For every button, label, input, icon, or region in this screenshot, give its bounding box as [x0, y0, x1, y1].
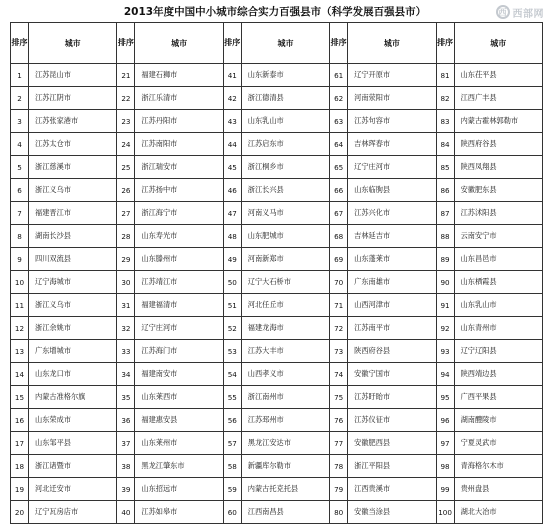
rank-cell: 6: [11, 179, 29, 202]
rank-cell: 3: [11, 110, 29, 133]
table-row: [11, 156, 543, 179]
rank-cell: 22: [117, 87, 135, 110]
table-row: [11, 294, 543, 317]
rank-cell: 33: [117, 340, 135, 363]
city-cell: 辽宁海城市: [29, 271, 117, 294]
city-cell: 陕西府谷县: [454, 133, 542, 156]
city-cell: 云南安宁市: [454, 225, 542, 248]
rank-cell: 29: [117, 248, 135, 271]
rank-cell: 34: [117, 363, 135, 386]
rank-cell: 69: [330, 248, 348, 271]
table-row: [11, 455, 543, 478]
city-cell: 山东寿光市: [135, 225, 223, 248]
rank-cell: 92: [436, 317, 454, 340]
city-cell: 江苏江阴市: [29, 87, 117, 110]
city-header: 城市: [241, 23, 329, 64]
table-row: [11, 248, 543, 271]
city-cell: 江苏太仓市: [29, 133, 117, 156]
city-cell: 江苏丹阳市: [135, 110, 223, 133]
city-cell: 山东肥城市: [241, 225, 329, 248]
city-cell: 河北迁安市: [29, 478, 117, 501]
rank-cell: 60: [223, 501, 241, 524]
city-cell: 福建惠安县: [135, 409, 223, 432]
city-cell: 河南义马市: [241, 202, 329, 225]
rank-cell: 19: [11, 478, 29, 501]
city-cell: 江苏海门市: [135, 340, 223, 363]
city-cell: 山东蓬莱市: [348, 248, 436, 271]
page-title: 2013年度中国中小城市综合实力百强县市（科学发展百强县市）: [123, 6, 427, 18]
city-cell: 广东南雄市: [348, 271, 436, 294]
rank-cell: 88: [436, 225, 454, 248]
rank-cell: 14: [11, 363, 29, 386]
table-row: [11, 363, 543, 386]
city-header: 城市: [29, 23, 117, 64]
city-cell: 山东乳山市: [454, 294, 542, 317]
city-cell: 山东滕州市: [135, 248, 223, 271]
city-cell: 江苏扬中市: [135, 179, 223, 202]
rank-cell: 52: [223, 317, 241, 340]
rank-cell: 46: [223, 179, 241, 202]
rank-cell: 53: [223, 340, 241, 363]
rank-cell: 27: [117, 202, 135, 225]
city-cell: 山西河津市: [348, 294, 436, 317]
city-cell: 江西广丰县: [454, 87, 542, 110]
rank-cell: 65: [330, 156, 348, 179]
city-cell: 浙江乐清市: [135, 87, 223, 110]
rank-cell: 11: [11, 294, 29, 317]
city-cell: 山东莱西市: [135, 386, 223, 409]
rank-cell: 96: [436, 409, 454, 432]
rank-cell: 20: [11, 501, 29, 524]
rank-cell: 68: [330, 225, 348, 248]
rank-cell: 10: [11, 271, 29, 294]
rank-cell: 97: [436, 432, 454, 455]
rank-cell: 30: [117, 271, 135, 294]
table-row: [11, 179, 543, 202]
city-cell: 安徽当涂县: [348, 501, 436, 524]
rank-cell: 16: [11, 409, 29, 432]
city-header: 城市: [348, 23, 436, 64]
rank-cell: 23: [117, 110, 135, 133]
table-row: [11, 340, 543, 363]
rank-cell: 91: [436, 294, 454, 317]
city-cell: 内蒙古霍林郭勒市: [454, 110, 542, 133]
city-cell: 山东龙口市: [29, 363, 117, 386]
rank-cell: 56: [223, 409, 241, 432]
table-row: [11, 501, 543, 524]
rank-cell: 54: [223, 363, 241, 386]
city-cell: 浙江桐乡市: [241, 156, 329, 179]
city-cell: 辽宁大石桥市: [241, 271, 329, 294]
rank-cell: 81: [436, 64, 454, 87]
rank-cell: 39: [117, 478, 135, 501]
rank-cell: 47: [223, 202, 241, 225]
rank-cell: 55: [223, 386, 241, 409]
city-cell: 浙江平阳县: [348, 455, 436, 478]
rank-cell: 57: [223, 432, 241, 455]
city-cell: 江苏邳州市: [241, 409, 329, 432]
rank-cell: 31: [117, 294, 135, 317]
city-cell: 江苏兴化市: [348, 202, 436, 225]
city-cell: 新疆库尔勒市: [241, 455, 329, 478]
city-cell: 浙江义乌市: [29, 179, 117, 202]
table-row: [11, 64, 543, 87]
city-cell: 浙江长兴县: [241, 179, 329, 202]
city-cell: 山东栖霞县: [454, 271, 542, 294]
table-row: [11, 225, 543, 248]
rank-cell: 64: [330, 133, 348, 156]
table-row: [11, 386, 543, 409]
city-cell: 湖南醴陵市: [454, 409, 542, 432]
rank-cell: 70: [330, 271, 348, 294]
city-header: 城市: [135, 23, 223, 64]
city-cell: 广东增城市: [29, 340, 117, 363]
city-cell: 河南新郑市: [241, 248, 329, 271]
city-cell: 黑龙江安达市: [241, 432, 329, 455]
city-cell: 浙江义乌市: [29, 294, 117, 317]
city-cell: 山西孝义市: [241, 363, 329, 386]
city-cell: 湖北大冶市: [454, 501, 542, 524]
city-cell: 山东邹平县: [29, 432, 117, 455]
rank-cell: 93: [436, 340, 454, 363]
watermark-logo-icon: 西: [496, 5, 510, 19]
rank-cell: 49: [223, 248, 241, 271]
table-row: [11, 110, 543, 133]
city-cell: 浙江诸暨市: [29, 455, 117, 478]
city-cell: 江苏大丰市: [241, 340, 329, 363]
table-row: [11, 133, 543, 156]
city-cell: 贵州盘县: [454, 478, 542, 501]
rank-cell: 51: [223, 294, 241, 317]
city-cell: 江西贵溪市: [348, 478, 436, 501]
rank-cell: 67: [330, 202, 348, 225]
rank-cell: 83: [436, 110, 454, 133]
table-row: [11, 432, 543, 455]
rank-cell: 45: [223, 156, 241, 179]
city-cell: 江苏张家港市: [29, 110, 117, 133]
city-cell: 江苏南平市: [348, 317, 436, 340]
rank-cell: 79: [330, 478, 348, 501]
table-body: [11, 64, 543, 524]
table-header-row: [11, 23, 543, 64]
rank-cell: 71: [330, 294, 348, 317]
rank-header: 排序: [223, 23, 241, 64]
city-header: 城市: [454, 23, 542, 64]
rank-cell: 74: [330, 363, 348, 386]
city-cell: 福建石狮市: [135, 64, 223, 87]
table-row: [11, 317, 543, 340]
rank-cell: 100: [436, 501, 454, 524]
rank-header: 排序: [11, 23, 29, 64]
city-cell: 广西平果县: [454, 386, 542, 409]
rank-cell: 78: [330, 455, 348, 478]
rank-cell: 59: [223, 478, 241, 501]
city-cell: 山东茌平县: [454, 64, 542, 87]
city-cell: 安徽肥东县: [454, 179, 542, 202]
city-cell: 江苏如皋市: [135, 501, 223, 524]
rank-cell: 82: [436, 87, 454, 110]
rank-cell: 9: [11, 248, 29, 271]
city-cell: 辽宁辽阳县: [454, 340, 542, 363]
rank-cell: 61: [330, 64, 348, 87]
city-cell: 山东莱州市: [135, 432, 223, 455]
city-cell: 内蒙古准格尔旗: [29, 386, 117, 409]
city-cell: 浙江德清县: [241, 87, 329, 110]
city-cell: 山东昌邑市: [454, 248, 542, 271]
city-cell: 河北任丘市: [241, 294, 329, 317]
city-cell: 江苏南阳市: [135, 133, 223, 156]
city-cell: 青海格尔木市: [454, 455, 542, 478]
city-cell: 辽宁庄河市: [135, 317, 223, 340]
table-row: [11, 202, 543, 225]
city-cell: 福建福清市: [135, 294, 223, 317]
rank-cell: 13: [11, 340, 29, 363]
city-cell: 陕西凤翔县: [454, 156, 542, 179]
rank-cell: 99: [436, 478, 454, 501]
city-cell: 江苏盱眙市: [348, 386, 436, 409]
rank-cell: 48: [223, 225, 241, 248]
city-cell: 福建南安市: [135, 363, 223, 386]
rank-cell: 36: [117, 409, 135, 432]
city-cell: 福建晋江市: [29, 202, 117, 225]
rank-cell: 21: [117, 64, 135, 87]
rank-cell: 37: [117, 432, 135, 455]
rank-cell: 58: [223, 455, 241, 478]
rank-cell: 90: [436, 271, 454, 294]
rank-cell: 95: [436, 386, 454, 409]
rank-cell: 18: [11, 455, 29, 478]
rank-cell: 87: [436, 202, 454, 225]
rank-cell: 86: [436, 179, 454, 202]
rank-cell: 35: [117, 386, 135, 409]
city-cell: 山东新泰市: [241, 64, 329, 87]
rank-cell: 94: [436, 363, 454, 386]
rank-cell: 43: [223, 110, 241, 133]
city-cell: 江苏靖江市: [135, 271, 223, 294]
city-cell: 山东招远市: [135, 478, 223, 501]
city-cell: 山东乳山市: [241, 110, 329, 133]
city-cell: 江苏句容市: [348, 110, 436, 133]
table-row: [11, 271, 543, 294]
city-cell: 辽宁庄河市: [348, 156, 436, 179]
rank-cell: 7: [11, 202, 29, 225]
table-row: [11, 87, 543, 110]
rank-cell: 2: [11, 87, 29, 110]
rank-cell: 85: [436, 156, 454, 179]
rank-cell: 12: [11, 317, 29, 340]
city-cell: 河南荥阳市: [348, 87, 436, 110]
city-cell: 陕西府谷县: [348, 340, 436, 363]
city-cell: 辽宁瓦房店市: [29, 501, 117, 524]
watermark: [496, 2, 545, 22]
city-cell: 辽宁开原市: [348, 64, 436, 87]
city-cell: 宁夏灵武市: [454, 432, 542, 455]
city-cell: 浙江余姚市: [29, 317, 117, 340]
rank-cell: 24: [117, 133, 135, 156]
city-cell: 陕西靖边县: [454, 363, 542, 386]
rank-cell: 76: [330, 409, 348, 432]
city-cell: 吉林珲春市: [348, 133, 436, 156]
city-cell: 四川双流县: [29, 248, 117, 271]
city-cell: 浙江瑞安市: [135, 156, 223, 179]
rank-cell: 44: [223, 133, 241, 156]
rank-cell: 50: [223, 271, 241, 294]
rank-header: 排序: [330, 23, 348, 64]
city-cell: 江苏启东市: [241, 133, 329, 156]
rank-header: 排序: [436, 23, 454, 64]
city-cell: 安徽宁国市: [348, 363, 436, 386]
rank-cell: 73: [330, 340, 348, 363]
rank-cell: 8: [11, 225, 29, 248]
rank-header: 排序: [117, 23, 135, 64]
city-cell: 湖南长沙县: [29, 225, 117, 248]
rank-cell: 15: [11, 386, 29, 409]
city-cell: 江苏昆山市: [29, 64, 117, 87]
city-cell: 山东临朐县: [348, 179, 436, 202]
rank-cell: 63: [330, 110, 348, 133]
city-cell: 江苏仪征市: [348, 409, 436, 432]
rank-cell: 38: [117, 455, 135, 478]
rank-cell: 77: [330, 432, 348, 455]
rank-cell: 75: [330, 386, 348, 409]
rank-cell: 84: [436, 133, 454, 156]
rank-cell: 41: [223, 64, 241, 87]
city-cell: 山东荣成市: [29, 409, 117, 432]
city-cell: 浙江海宁市: [135, 202, 223, 225]
city-cell: 山东青州市: [454, 317, 542, 340]
rank-cell: 62: [330, 87, 348, 110]
rank-cell: 98: [436, 455, 454, 478]
city-cell: 安徽肥西县: [348, 432, 436, 455]
rank-cell: 40: [117, 501, 135, 524]
city-cell: 浙江慈溪市: [29, 156, 117, 179]
ranking-table: [10, 22, 543, 524]
table-row: [11, 409, 543, 432]
city-cell: 内蒙古托克托县: [241, 478, 329, 501]
rank-cell: 5: [11, 156, 29, 179]
rank-cell: 1: [11, 64, 29, 87]
city-cell: 江西南昌县: [241, 501, 329, 524]
rank-cell: 17: [11, 432, 29, 455]
rank-cell: 72: [330, 317, 348, 340]
city-cell: 黑龙江肇东市: [135, 455, 223, 478]
city-cell: 福建龙海市: [241, 317, 329, 340]
rank-cell: 26: [117, 179, 135, 202]
city-cell: 江苏沭阳县: [454, 202, 542, 225]
table-row: [11, 478, 543, 501]
rank-cell: 25: [117, 156, 135, 179]
watermark-text: 西部网: [512, 8, 544, 20]
rank-cell: 80: [330, 501, 348, 524]
rank-cell: 66: [330, 179, 348, 202]
rank-cell: 4: [11, 133, 29, 156]
rank-cell: 89: [436, 248, 454, 271]
city-cell: 浙江南州市: [241, 386, 329, 409]
rank-cell: 32: [117, 317, 135, 340]
city-cell: 吉林延吉市: [348, 225, 436, 248]
rank-cell: 28: [117, 225, 135, 248]
rank-cell: 42: [223, 87, 241, 110]
